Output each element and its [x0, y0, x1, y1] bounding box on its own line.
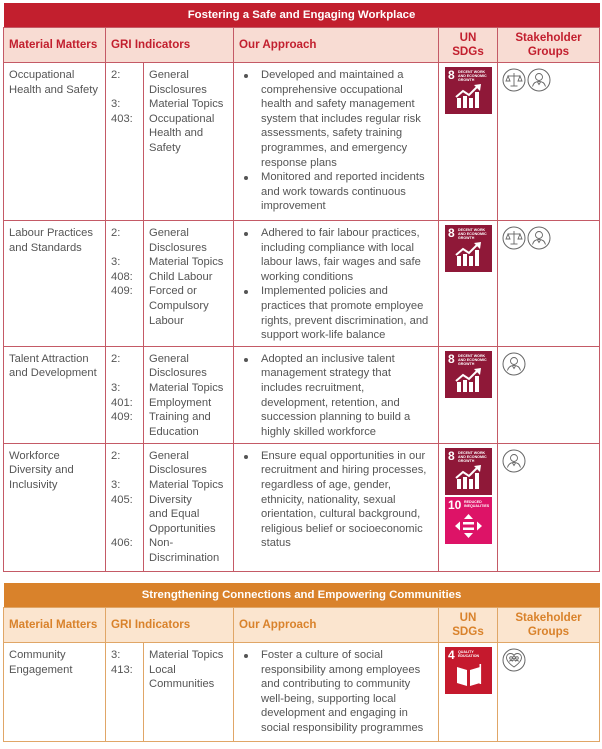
employees-person-icon: [502, 352, 526, 376]
gri-topic: Employment: [149, 396, 212, 409]
regulators-scale-icon: [502, 226, 526, 250]
gri-topic-cell: [144, 63, 234, 221]
gri-number: 2:: [111, 449, 121, 462]
header-material-matters: Material Matters: [4, 28, 106, 63]
sdg-8-badge: [445, 225, 492, 272]
gri-topic: General: [149, 69, 189, 81]
header-un-sdgs: UN SDGs: [439, 28, 498, 63]
sdg-number: 8: [448, 448, 455, 463]
table-body: [4, 63, 600, 572]
material-matter: Labour Practices and Standards: [9, 227, 93, 254]
gri-number: 3:: [111, 649, 121, 661]
sdg-number: 8: [448, 351, 455, 366]
table-row: [4, 346, 600, 443]
gri-topic: Forced or: [149, 285, 197, 298]
gri-number: 403:: [111, 112, 133, 125]
gri-number: 2:: [111, 352, 121, 365]
sdg-4-badge: [445, 647, 492, 694]
approach-list: [239, 648, 433, 736]
gri-topic: Non-: [149, 537, 174, 550]
gri-number: 3:: [111, 98, 121, 111]
gri-topic: Training and: [149, 411, 211, 424]
section-title: Strengthening Connections and Empowering Communities: [4, 583, 600, 608]
gri-topic: Material Topics: [149, 98, 224, 111]
gri-topic: Child Labour: [149, 270, 213, 283]
gri-topic: and Equal: [149, 508, 200, 521]
material-matter: Occupational Health and Safety: [9, 69, 98, 96]
sdg-8-badge: [445, 67, 492, 114]
gri-number: [111, 551, 138, 566]
gri-number: [111, 299, 138, 314]
approach-cell: [234, 221, 439, 347]
approach-list: [239, 68, 433, 214]
stakeholder-cell: [498, 346, 600, 443]
sdg-cell: [439, 443, 498, 571]
gri-topic-cell: [144, 443, 234, 571]
gri-topic: Discrimination: [149, 551, 220, 564]
sdg-cell: [439, 643, 498, 742]
gri-topic: Health and: [149, 127, 204, 140]
approach-list: [239, 226, 433, 343]
sdg-cell: [439, 346, 498, 443]
approach-item: Implemented policies and practices that promote employee rights, prevent discrimination, and support work-life balance: [261, 284, 433, 342]
gri-topic: Occupational: [149, 112, 215, 125]
header-stakeholder-groups: Stakeholder Groups: [498, 608, 600, 643]
stakeholder-cell: [498, 221, 600, 347]
header-gri-indicators: GRI Indicators: [106, 608, 234, 643]
gri-number: [111, 522, 138, 537]
header-gri-indicators: GRI Indicators: [106, 28, 234, 63]
sdg-number: 8: [448, 68, 455, 82]
gri-topic: Disclosures: [149, 367, 207, 380]
sdg-cell: [439, 221, 498, 347]
sdg-label: DECENT WORK AND ECONOMIC GROWTH: [458, 70, 487, 83]
gri-number: [111, 463, 138, 478]
header-un-sdgs: UN SDGs: [439, 608, 498, 643]
gri-topic: Safety: [149, 141, 181, 154]
stakeholder-cell: [498, 643, 600, 742]
gri-number: [111, 366, 138, 381]
approach-cell: [234, 443, 439, 571]
employees-person-icon: [527, 226, 551, 250]
gri-number: [111, 83, 138, 98]
gri-topic: Diversity: [149, 493, 192, 506]
gri-topic: Compulsory: [149, 299, 209, 312]
community-heart-icon: [502, 648, 526, 672]
gri-number-cell: [106, 346, 144, 443]
gri-number: [111, 425, 138, 440]
gri-topic-cell: [144, 221, 234, 347]
sdg-label: REDUCED INEQUALITIES: [464, 499, 490, 508]
table-row: [4, 221, 600, 347]
gri-number: 2:: [111, 227, 121, 239]
gri-topic: Material Topics: [149, 381, 224, 394]
gri-number: 409:: [111, 285, 133, 298]
section-title: Fostering a Safe and Engaging Workplace: [4, 3, 600, 28]
approach-item: Monitored and reported incidents and work towards continuous improvement: [261, 170, 433, 214]
sdg-label: QUALITY EDUCATION: [458, 650, 480, 659]
gri-number: 409:: [111, 411, 133, 424]
sdg-10-badge: [445, 497, 492, 544]
approach-item: Foster a culture of social responsibility among employees and contributing to community well-being, supporting local development and engaging in social responsibility programmes: [261, 648, 433, 736]
gri-number: 408:: [111, 270, 133, 283]
approach-item: Adopted an inclusive talent management strategy that includes recruitment, development, retention, and succession planning to build a highly skilled workforce: [261, 352, 433, 440]
approach-item: Ensure equal opportunities in our recruitment and hiring processes, regardless of age, gender, ethnicity, nationality, sexual orientation, cultural background, religious belief or socioeconomic status: [261, 449, 433, 551]
sdg-cell: [439, 63, 498, 221]
table-body: [4, 643, 600, 742]
gri-number: 3:: [111, 381, 121, 394]
sdg-label: DECENT WORK AND ECONOMIC GROWTH: [458, 353, 487, 367]
regulators-scale-icon: [502, 68, 526, 92]
header-material-matters: Material Matters: [4, 608, 106, 643]
community-table: [3, 583, 600, 742]
gri-number: 2:: [111, 69, 121, 81]
approach-cell: [234, 63, 439, 221]
gri-number: [111, 126, 138, 141]
approach-cell: [234, 643, 439, 742]
stakeholder-cell: [498, 443, 600, 571]
table-row: [4, 63, 600, 221]
material-matter-cell: [4, 443, 106, 571]
gri-number: [111, 677, 138, 692]
gri-number-cell: [106, 643, 144, 742]
gri-topic: General: [149, 227, 189, 239]
material-matter: Workforce Diversity and Inclusivity: [9, 449, 74, 491]
gri-topic: Material Topics: [149, 478, 224, 491]
header-our-approach: Our Approach: [234, 28, 439, 63]
table-row: [4, 443, 600, 571]
approach-list: [239, 449, 433, 551]
gri-number: 405:: [111, 493, 133, 506]
gri-number: [111, 141, 138, 156]
gri-topic: General: [149, 352, 189, 365]
gri-topic: Material Topics: [149, 256, 224, 269]
gri-number: 413:: [111, 663, 133, 676]
gri-topic: Local: [149, 663, 176, 676]
employees-person-icon: [502, 449, 526, 473]
sdg-label: DECENT WORK AND ECONOMIC GROWTH: [458, 450, 487, 464]
gri-number: [111, 314, 138, 329]
gri-number: 401:: [111, 396, 133, 409]
approach-item: Adhered to fair labour practices, including compliance with local labour laws, fair wages and safe working conditions: [261, 226, 433, 284]
gri-number: 3:: [111, 478, 121, 491]
approach-item: Developed and maintained a comprehensive occupational health and safety management system that includes regular risk assessments, safety training programmes, and emergency response plans: [261, 68, 433, 170]
approach-list: [239, 352, 433, 440]
sdg-number: 8: [448, 226, 455, 240]
gri-topic-cell: [144, 643, 234, 742]
gri-topic: Communities: [149, 678, 215, 691]
material-matter-cell: [4, 63, 106, 221]
sdg-label: DECENT WORK AND ECONOMIC GROWTH: [458, 228, 487, 241]
header-our-approach: Our Approach: [234, 608, 439, 643]
gri-number: [111, 507, 138, 522]
gri-number: [111, 241, 138, 256]
gri-number: 406:: [111, 537, 133, 550]
stakeholder-cell: [498, 63, 600, 221]
gri-topic: Labour: [149, 314, 184, 327]
gri-topic: Material Topics: [149, 649, 224, 661]
sdg-8-badge: [445, 448, 492, 495]
gri-number: 3:: [111, 256, 121, 269]
gri-number-cell: [106, 443, 144, 571]
material-matter-cell: [4, 346, 106, 443]
gri-topic-cell: [144, 346, 234, 443]
approach-cell: [234, 346, 439, 443]
gri-topic: Disclosures: [149, 464, 207, 477]
gri-topic: Disclosures: [149, 241, 207, 254]
gri-topic: Disclosures: [149, 83, 207, 96]
sdg-number: 10: [448, 497, 462, 512]
gri-number-cell: [106, 221, 144, 347]
employees-person-icon: [527, 68, 551, 92]
material-matter-cell: [4, 643, 106, 742]
material-matter-cell: [4, 221, 106, 347]
sdg-number: 4: [448, 648, 455, 662]
gri-topic: Opportunities: [149, 522, 216, 535]
gri-topic: Education: [149, 425, 199, 438]
material-matter: Talent Attraction and Development: [9, 352, 97, 380]
table-row: [4, 643, 600, 742]
header-stakeholder-groups: Stakeholder Groups: [498, 28, 600, 63]
material-matter: Community Engagement: [9, 649, 73, 676]
gri-topic: General: [149, 449, 189, 462]
workplace-table: [3, 3, 600, 572]
gri-number-cell: [106, 63, 144, 221]
sdg-8-badge: [445, 351, 492, 398]
